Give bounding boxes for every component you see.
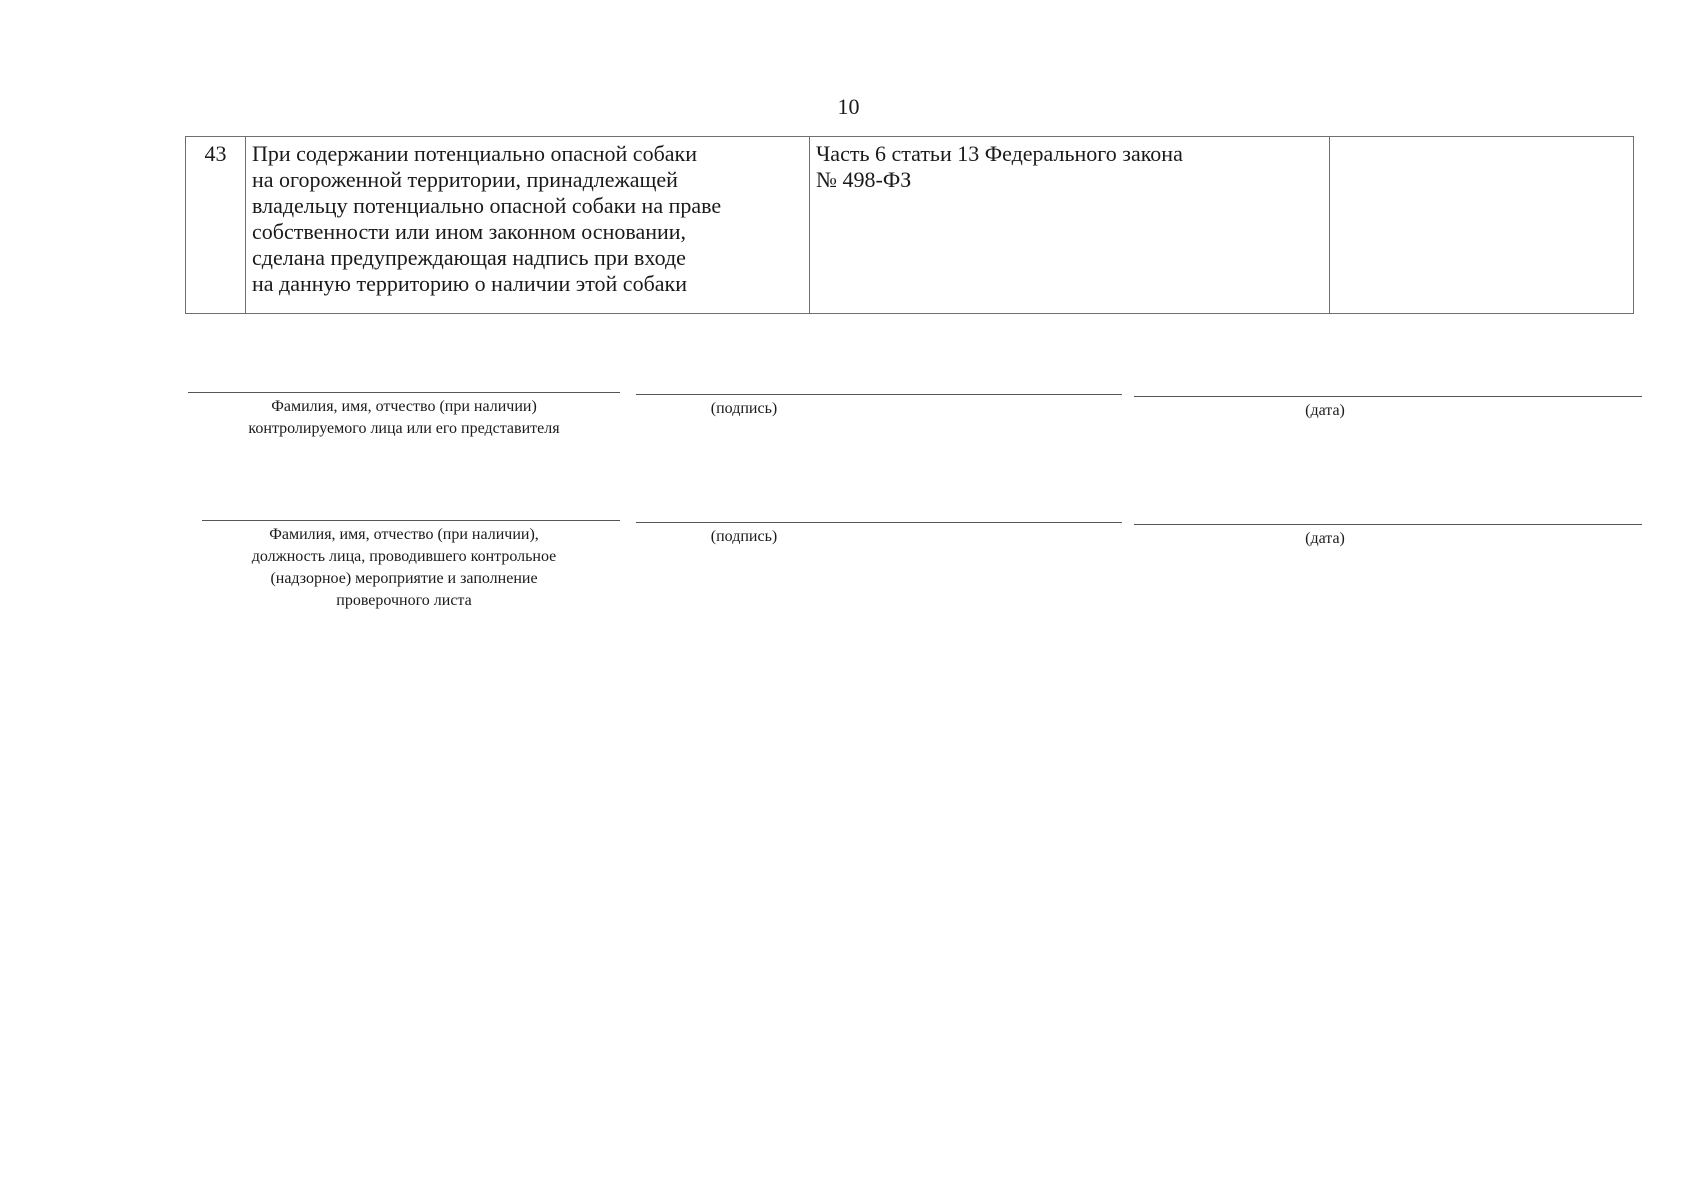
date-caption-text: (дата) bbox=[1305, 402, 1345, 419]
name-caption-line: контролируемого лица или его представителя bbox=[248, 420, 560, 437]
name-caption-line: Фамилия, имя, отчество (при наличии), bbox=[269, 526, 539, 543]
legal-basis-cell bbox=[810, 137, 1330, 314]
name-line[interactable] bbox=[188, 392, 620, 393]
requirement-line: владельцу потенциально опасной собаки на праве bbox=[252, 193, 722, 218]
legal-basis-line: Часть 6 статьи 13 Федерального закона bbox=[816, 141, 1183, 166]
name-caption-line: проверочного листа bbox=[336, 592, 472, 609]
name-caption-line: (надзорное) мероприятие и заполнение bbox=[270, 570, 538, 587]
signature-line[interactable] bbox=[636, 522, 1122, 523]
requirement-line: собственности или ином законном основании, bbox=[252, 219, 687, 244]
date-caption bbox=[1134, 400, 1642, 422]
requirement-line: на данную территорию о наличии этой собаки bbox=[252, 271, 687, 296]
date-caption bbox=[1134, 528, 1642, 550]
checklist-table bbox=[185, 136, 1634, 314]
requirement-line: сделана предупреждающая надпись при входе bbox=[252, 245, 686, 270]
requirement-line: на огороженной территории, принадлежащей bbox=[252, 167, 678, 192]
date-line[interactable] bbox=[1134, 524, 1642, 525]
name-caption-line: должность лица, проводившего контрольное bbox=[251, 548, 557, 565]
name-caption-line: Фамилия, имя, отчество (при наличии) bbox=[271, 398, 537, 415]
name-line[interactable] bbox=[202, 520, 620, 521]
answer-cell[interactable] bbox=[1330, 137, 1634, 314]
requirement-line: При содержании потенциально опасной собаки bbox=[252, 141, 697, 166]
row-number: 43 bbox=[186, 137, 246, 314]
signature-caption-text: (подпись) bbox=[710, 528, 778, 545]
signature-caption-text: (подпись) bbox=[710, 400, 778, 417]
date-caption-text: (дата) bbox=[1305, 530, 1345, 547]
page-number: 10 bbox=[837, 94, 860, 119]
table-row bbox=[186, 137, 1634, 314]
requirement-cell bbox=[246, 137, 810, 314]
legal-basis-line: № 498-ФЗ bbox=[816, 167, 912, 192]
signature-line[interactable] bbox=[636, 394, 1122, 395]
date-line[interactable] bbox=[1134, 396, 1642, 397]
